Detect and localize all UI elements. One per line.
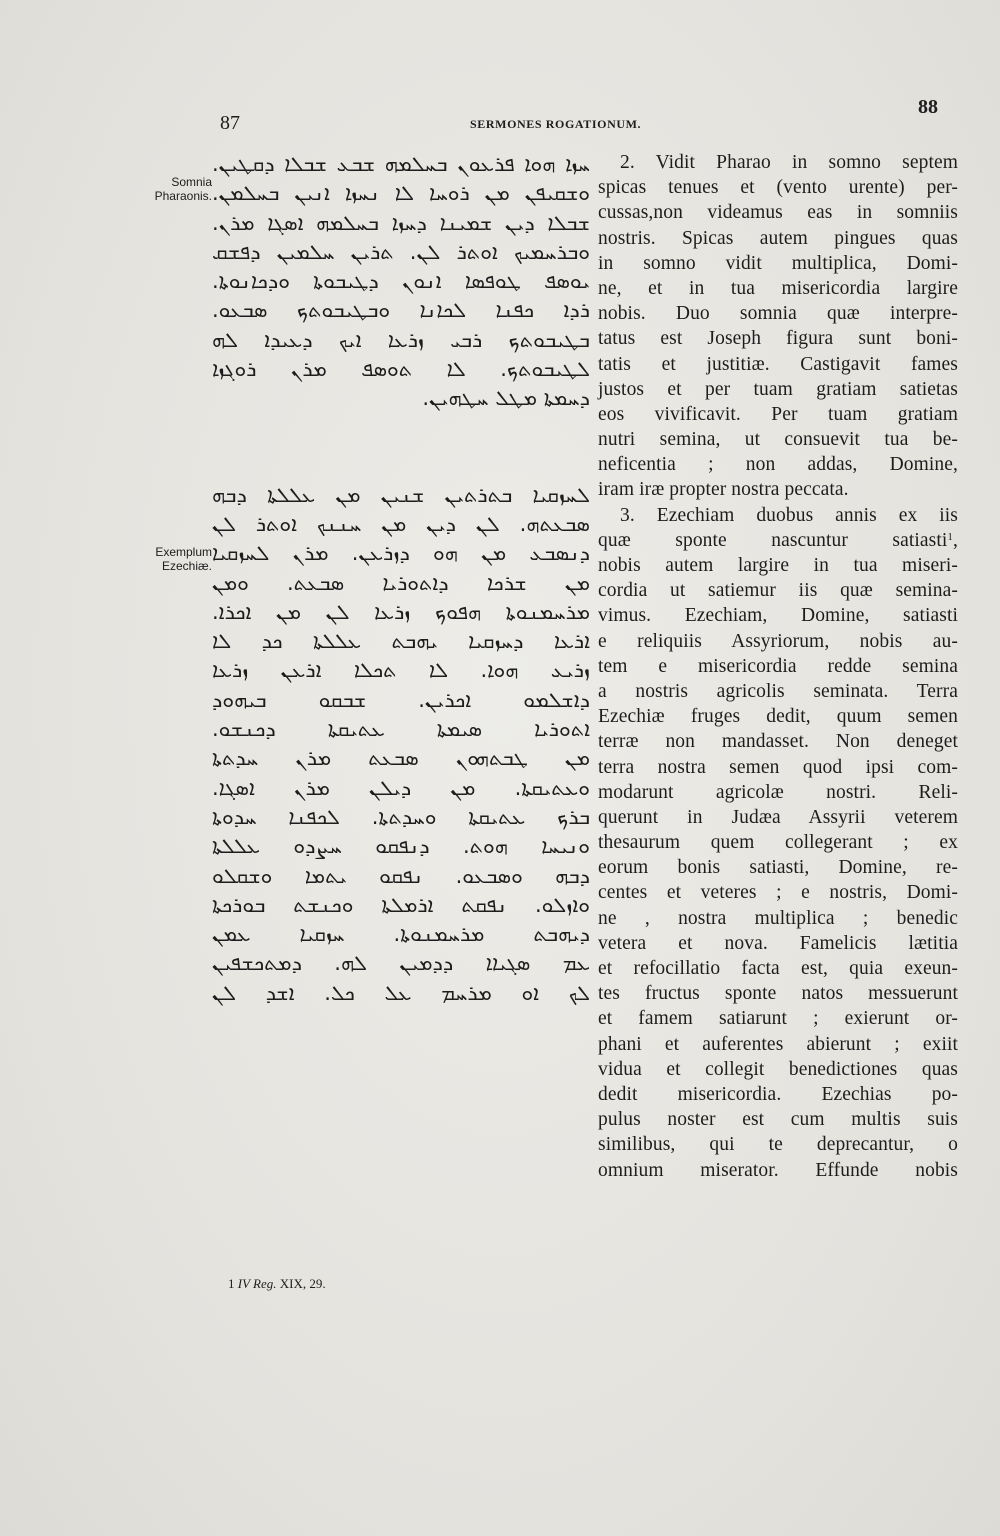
syriac-line: ܠܟ ܐܘ ܡܪܚܡ ܥܠ ܟܠ. ܐܫܕ ܠܢ	[212, 980, 590, 1005]
syriac-line: ܐܬܘܪܝܐ ܣܝܡܬܐ ܥܬܝܩܬܐ ܕܟܢܫܘ.	[212, 717, 590, 742]
latin-paragraph-1	[598, 150, 958, 503]
syriac-line: ܐܪܥܐ ܕܚܙܩܝܐ ܝܗܒܬ ܥܠܠܬܐ ܟܕ ܠܐ	[212, 629, 590, 654]
latin-line: 2. Vidit Pharao in somno septem	[620, 152, 958, 173]
footnote-number: 1	[228, 1276, 235, 1291]
latin-paragraph-2	[598, 503, 958, 1183]
latin-line: et refocillatio facta est, quia exeun-	[598, 958, 958, 979]
syriac-text-column	[212, 150, 590, 1008]
latin-line: querunt in Judæa Assyrii veterem	[598, 806, 958, 828]
left-page-number: 87	[220, 112, 240, 134]
latin-line: ne, et in tua misericordia largire	[598, 277, 958, 299]
latin-line: spicas tenues et (vento urente) per-	[598, 177, 958, 199]
latin-line: modarunt agricolæ nostri. Reli-	[598, 781, 958, 803]
footnote-marker: 1	[947, 530, 954, 543]
syriac-line: ܘܥܬܝܩܬܐ. ܡܢ ܕܝܠܢ ܡܪܢ ܐܣܓܐ.	[212, 775, 590, 800]
syriac-line: ܡܢ ܛܒܬܗܘܢ ܣܒܥܬ ܡܪܢ ܚܕܬܬܐ	[212, 746, 590, 771]
margin-note-exemplum	[132, 545, 212, 573]
margin-note-line: Ezechiæ.	[161, 559, 212, 573]
syriac-line: ܚܙܐ ܗܘܐ ܦܪܥܘܢ ܒܚܠܡܗ ܫܒܥ ܫܒܠܐ ܕܩܛܝܢ.	[212, 152, 590, 176]
latin-line: thesaurum quem collegerant ; ex	[598, 832, 958, 854]
latin-line: justos et per tuam gratiam satietas	[598, 378, 958, 400]
latin-line: dedit misericordia. Ezechias po-	[598, 1083, 958, 1105]
latin-line: tatis et justitiæ. Castigavit fames	[598, 353, 958, 375]
latin-line: cussas,non videamus eas in somniis	[598, 202, 958, 224]
latin-line: iram iræ propter nostra peccata.	[598, 479, 849, 501]
syriac-paragraph-1	[212, 150, 590, 414]
syriac-line: ܙܪܝܥ ܗܘܐ. ܠܐ ܬܟܠܐ ܐܪܥܢ ܙܪܥܐ	[212, 658, 590, 683]
margin-note-line: Somnia	[171, 175, 212, 189]
syriac-line: ܡܢ ܫܪܟܐ ܕܐܬܘܪܝܐ ܣܒܥܬ. ܘܡܢ	[212, 570, 590, 595]
syriac-line: ܡܪܚܡܢܘܬܐ ܗܦܘܟ ܙܪܥܐ ܠܢ ܡܢ ܐܟܪܐ.	[212, 599, 590, 624]
footnote-ref-italic: IV Reg.	[237, 1276, 277, 1291]
latin-line: ne , nostra multiplica ; benedic	[598, 907, 958, 929]
syriac-line: ܕܝܗܒܬ ܡܪܚܡܢܘܬܐ. ܚܙܩܝܐ ܥܡܢ	[212, 922, 590, 947]
latin-line-with-footnote	[598, 528, 958, 553]
margin-note-somnia	[132, 175, 212, 203]
running-head: SERMONES ROGATIONUM.	[470, 117, 642, 131]
syriac-line: ܠܛܝܒܘܬܟ. ܠܐ ܬܘܣܦ ܡܪܢ ܪܘܓܙܐ	[212, 357, 590, 382]
latin-line: eorum bonis satiasti, Domine, re-	[598, 857, 958, 879]
latin-line: neficentia ; non addas, Domine,	[598, 454, 958, 476]
syriac-line: ܠܚܙܩܝܐ ܒܬܪܬܝܢ ܫܢܝܢ ܡܢ ܥܠܠܬܐ ܕܒܗ	[212, 482, 590, 507]
syriac-line: ܘܢܝܚܐ ܗܘܬ. ܕܢܦܩܘ ܚܨܕܘ ܥܠܠܬܐ	[212, 834, 590, 859]
latin-line: pulus noster est cum multis suis	[598, 1109, 958, 1131]
syriac-line: ܪܕܐ ܟܦܢܐ ܠܟܐܢܐ ܘܒܛܝܒܘܬܟ ܣܒܥܘ.	[212, 298, 590, 323]
latin-line: terra nostra semen quod ipsi com-	[598, 756, 958, 778]
syriac-line: ܒܪܟ ܥܬܝܩܬܐ ܘܚܕܬܬܐ. ܠܟܦܢܐ ܚܕܘܬܐ	[212, 804, 590, 829]
syriac-paragraph-2	[212, 481, 590, 1008]
latin-text: ,	[953, 529, 958, 551]
latin-line: Ezechiæ fruges dedit, quum semen	[598, 706, 958, 728]
paragraph-gap	[212, 414, 590, 481]
syriac-line: ܣܒܥܬܗ. ܠܢ ܕܝܢ ܡܢ ܚܢܢܟ ܐܘܬܪ ܠܢ	[212, 511, 590, 536]
latin-line: nostris. Spicas autem pingues quas	[598, 227, 958, 249]
syriac-line: ܝܘܣܦ ܛܘܦܣܐ ܐܢܘܢ ܕܛܝܒܘܬܐ ܘܕܟܐܢܘܬܐ.	[212, 269, 590, 294]
latin-line: e reliquiis Assyriorum, nobis au-	[598, 630, 958, 652]
syriac-line: ܥܡ ܣܓܝܐܐ ܕܕܡܝܢ ܠܗ. ܕܡܬܟܫܦܝܢ	[212, 951, 590, 976]
latin-line: nutri semina, ut consuevit tua be-	[598, 429, 958, 451]
syriac-line: ܕܒܗ ܘܣܒܥܘ. ܢܦܩܘ ܝܬܡܐ ܘܫܩܠܘ	[212, 863, 590, 888]
syriac-line: ܕܚܡܬܐ ܡܛܠ ܚܛܗܝܢ.	[422, 386, 590, 411]
latin-line: vidua et collegit benedictiones quas	[598, 1058, 958, 1080]
latin-line: nobis. Duo somnia quæ interpre-	[598, 303, 958, 325]
latin-line: similibus, qui te deprecantur, o	[598, 1134, 958, 1156]
latin-line: terræ non mandasset. Non deneget	[598, 731, 958, 753]
latin-line: et famem satiarunt ; exierunt or-	[598, 1008, 958, 1030]
syriac-line: ܕܢܣܒܥ ܡܢ ܗܘ ܕܙܪܥܢ. ܡܪܢ ܠܚܙܩܝܐ	[212, 541, 590, 566]
footnote	[228, 1276, 326, 1292]
latin-line: nobis autem largire in tua miseri-	[598, 555, 958, 576]
latin-line: in somno vidit multiplica, Domi-	[598, 252, 958, 274]
latin-line: centes et veteres ; e nostris, Domi-	[598, 882, 958, 904]
latin-line: cordia ut satiemur iis quæ semina-	[598, 580, 958, 602]
syriac-line: ܒܛܝܒܘܬܟ ܪܒܝ ܙܪܥܐ ܐܝܟ ܕܥܝܕܐ ܠܗ	[212, 327, 590, 352]
latin-line: vimus. Ezechiam, Domine, satiasti	[598, 605, 958, 627]
latin-text: quæ sponte nascuntur satiasti	[598, 529, 948, 551]
latin-line: vetera et nova. Famelicis lætitia	[598, 932, 958, 954]
latin-line: 3. Ezechiam duobus annis ex iis	[620, 504, 958, 526]
latin-line: tem e misericordia redde semina	[598, 655, 958, 677]
latin-line: eos vivificavit. Per tuam gratiam	[598, 403, 958, 425]
latin-line: omnium miserator. Effunde nobis	[598, 1159, 958, 1181]
right-page-number: 88	[918, 96, 938, 118]
margin-note-line: Exemplum	[155, 545, 212, 559]
margin-note-line: Pharaonis.	[154, 189, 212, 203]
syriac-line: ܘܐܙܠܘ. ܢܦܩܬ ܐܪܡܠܬܐ ܘܟܢܫܬ ܒܘܪܟܬܐ	[212, 892, 590, 917]
latin-line: phani et auferentes abierunt ; exiit	[598, 1033, 958, 1055]
syriac-line: ܘܫܩܝܦܢ ܡܢ ܪܘܚܐ ܠܐ ܢܚܙܐ ܐܢܝܢ ܒܚܠܡܢ.	[212, 181, 590, 206]
syriac-line: ܫܒܠܐ ܕܝܢ ܫܡܝܢܐ ܕܚܙܐ ܒܚܠܡܗ ܐܣܓܐ ܡܪܢ.	[212, 210, 590, 235]
syriac-line: ܕܐܫܠܡܘ ܐܟܪܝܢ. ܫܒܩܘ ܒܝܗܘܕ	[212, 687, 590, 712]
latin-text-column	[598, 150, 958, 1183]
footnote-ref: XIX, 29.	[279, 1276, 326, 1291]
latin-line: tatus est Joseph figura sunt boni-	[598, 328, 958, 350]
syriac-line: ܘܒܪܚܡܝܟ ܐܘܬܪ ܠܢ. ܬܪܝܢ ܚܠܡܝܢ ܕܦܫܩ	[212, 239, 590, 264]
latin-line: tes fructus sponte natos messuerunt	[598, 983, 958, 1005]
latin-line: a nostris agricolis seminata. Terra	[598, 680, 958, 702]
